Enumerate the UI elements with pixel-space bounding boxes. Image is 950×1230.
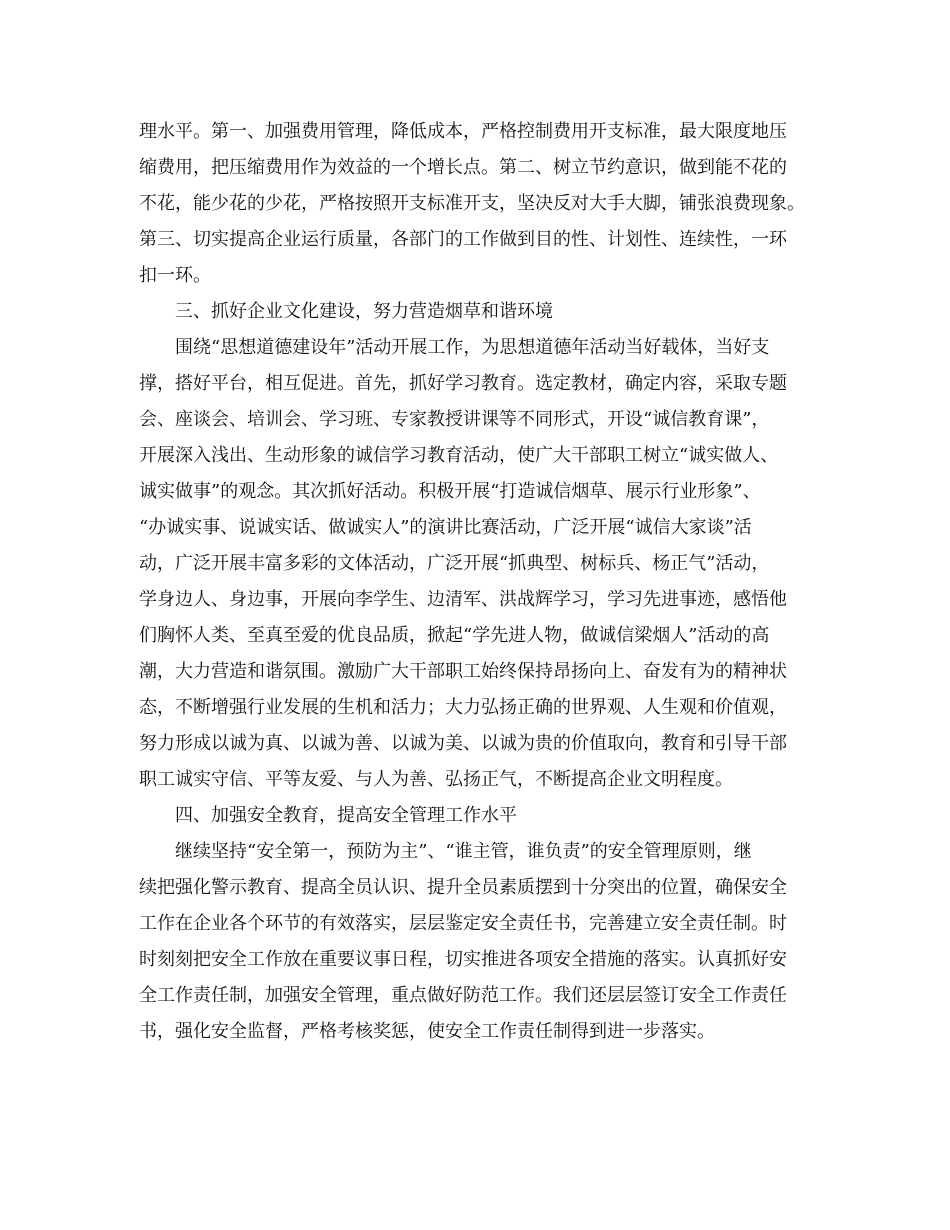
body-line: 动，广泛开展丰富多彩的文体活动，广泛开展“抓典型、树标兵、杨正气”活动， [139, 553, 770, 574]
body-line: 学身边人、身边事，开展向李学生、边清军、洪战辉学习，学习先进事迹，感悟他 [139, 589, 787, 610]
body-line: 会、座谈会、培训会、学习班、专家教授讲课等不同形式，开设“诚信教育课”， [139, 409, 770, 430]
body-line: 态，不断增强行业发展的生机和活力；大力弘扬正确的世界观、人生观和价值观， [139, 697, 787, 718]
document-body [139, 114, 829, 1050]
body-line: 撑，搭好平台，相互促进。首先，抓好学习教育。选定教材，确定内容，采取专题 [139, 373, 787, 394]
body-line: 职工诚实守信、平等友爱、与人为善、弘扬正气，不断提高企业文明程度。 [139, 769, 733, 790]
body-line: 开展深入浅出、生动形象的诚信学习教育活动，使广大干部职工树立“诚实做人、 [139, 445, 779, 466]
body-line: 不花，能少花的少花，严格按照开支标准开支，坚决反对大手大脚，铺张浪费现象。 [139, 193, 805, 214]
body-line: 扣一环。 [139, 265, 211, 286]
body-line: 续把强化警示教育、提高全员认识、提升全员素质摆到十分突出的位置，确保安全 [139, 877, 787, 898]
body-line: 工作在企业各个环节的有效落实，层层鉴定安全责任书，完善建立安全责任制。时 [139, 913, 787, 934]
body-line: 缩费用，把压缩费用作为效益的一个增长点。第二、树立节约意识，做到能不花的 [139, 157, 787, 178]
section-heading: 三、抓好企业文化建设，努力营造烟草和谐环境 [175, 301, 553, 322]
paragraph-first-line: 继续坚持“安全第一，预防为主”、“谁主管，谁负责”的安全管理原则，继 [175, 841, 752, 862]
body-line: 理水平。第一、加强费用管理，降低成本，严格控制费用开支标准，最大限度地压 [139, 121, 787, 142]
body-line: 第三、切实提高企业运行质量，各部门的工作做到目的性、计划性、连续性，一环 [139, 229, 787, 250]
body-line: 书，强化安全监督，严格考核奖惩，使安全工作责任制得到进一步落实。 [139, 1021, 715, 1042]
body-line: 时刻刻把安全工作放在重要议事日程，切实推进各项安全措施的落实。认真抓好安 [139, 949, 787, 970]
body-line: 全工作责任制，加强安全管理，重点做好防范工作。我们还层层签订安全工作责任 [139, 985, 787, 1006]
paragraph-first-line: 围绕“思想道德建设年”活动开展工作，为思想道德年活动当好载体，当好支 [175, 337, 770, 358]
body-line: “办诚实事、说诚实话、做诚实人”的演讲比赛活动，广泛开展“诚信大家谈”活 [139, 517, 752, 538]
body-line: 诚实做事”的观念。其次抓好活动。积极开展“打造诚信烟草、展示行业形象”、 [139, 481, 761, 502]
body-line: 潮，大力营造和谐氛围。激励广大干部职工始终保持昂扬向上、奋发有为的精神状 [139, 661, 787, 682]
body-line: 努力形成以诚为真、以诚为善、以诚为美、以诚为贵的价值取向，教育和引导干部 [139, 733, 787, 754]
section-heading: 四、加强安全教育，提高安全管理工作水平 [175, 805, 517, 826]
body-line: 们胸怀人类、至真至爱的优良品质，掀起“学先进人物，做诚信梁烟人”活动的高 [139, 625, 770, 646]
